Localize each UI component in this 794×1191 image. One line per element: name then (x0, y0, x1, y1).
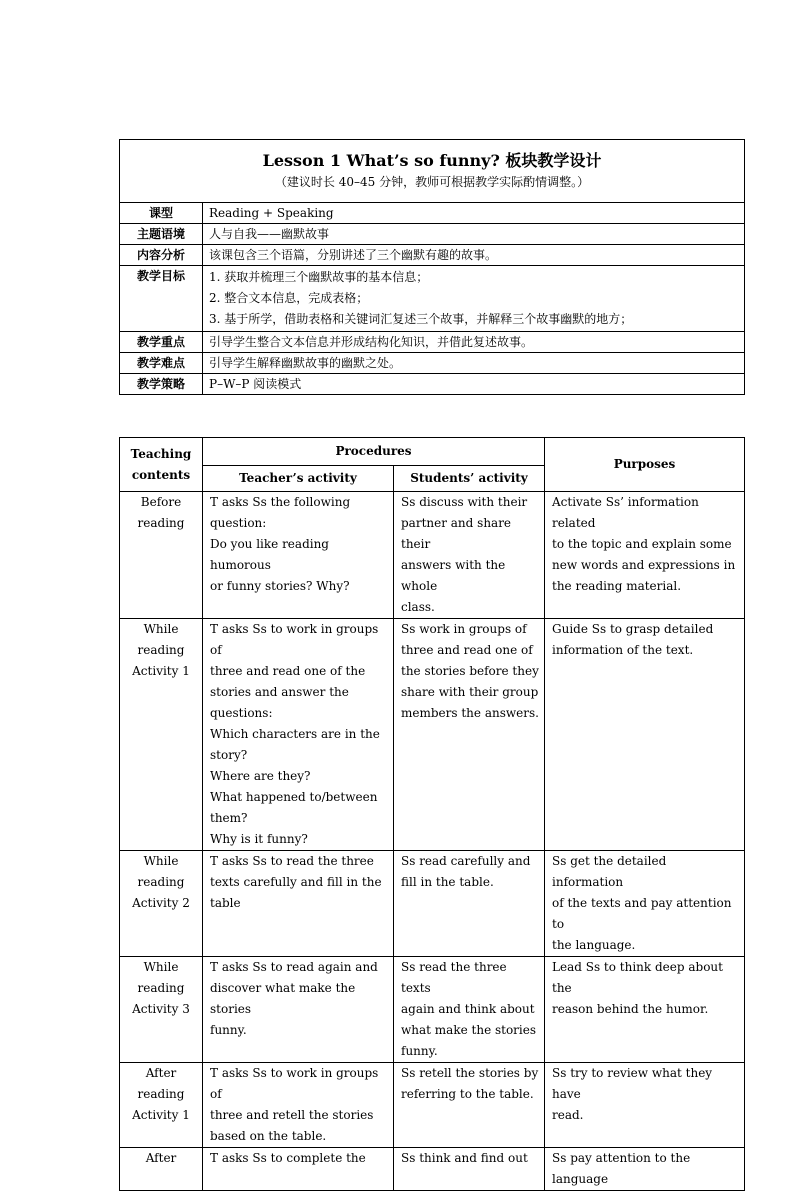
info-row-strategy (120, 374, 745, 395)
cell-line: Lead Ss to think deep about the (552, 960, 723, 995)
title-cell (120, 140, 745, 203)
cell-line: share with their group (401, 685, 539, 699)
students-activity-cell (394, 619, 545, 851)
cell-line: them? (210, 811, 248, 825)
cell-line: Before (140, 495, 182, 509)
info-row-type (120, 203, 745, 224)
students-activity-cell (394, 492, 545, 619)
header-teacher-activity: Teacher’s activity (203, 466, 394, 492)
info-row-goals (120, 266, 745, 332)
cell-line: what make the stories (401, 1023, 537, 1037)
cell-line: Activity 1 (132, 1108, 190, 1122)
cell-line: T asks Ss to complete the (210, 1151, 366, 1165)
cell-line: three and read one of the (210, 664, 366, 678)
purpose-cell (545, 851, 745, 957)
teacher-activity-cell (203, 851, 394, 957)
header-text: Teaching (130, 446, 192, 461)
cell-line: fill in the table. (401, 875, 494, 889)
cell-line: While (143, 854, 179, 868)
cell-line: stories and answer the (210, 685, 349, 699)
cell-line: Why is it funny? (210, 832, 308, 846)
table-row (120, 1063, 745, 1148)
info-label: 主题语境 (120, 224, 203, 245)
cell-line: T asks Ss the following (210, 495, 351, 509)
lesson-title: Lesson 1 What’s so funny? 板块教学设计 (262, 151, 602, 170)
info-value: 该课包含三个语篇，分别讲述了三个幽默有趣的故事。 (203, 245, 745, 266)
cell-line: T asks Ss to read again and (210, 960, 378, 974)
info-label: 教学策略 (120, 374, 203, 395)
cell-line: funny. (210, 1023, 247, 1037)
info-value: 引导学生解释幽默故事的幽默之处。 (203, 353, 745, 374)
teacher-activity-cell (203, 957, 394, 1063)
info-row-key-points (120, 332, 745, 353)
cell-line: funny. (401, 1044, 438, 1058)
cell-line: reading (137, 516, 185, 530)
table-row (120, 492, 745, 619)
cell-line: Ss read carefully and (401, 854, 531, 868)
stage-cell (120, 492, 203, 619)
cell-line: reading (137, 875, 185, 889)
stage-cell (120, 1148, 203, 1191)
teacher-activity-cell (203, 619, 394, 851)
students-activity-cell (394, 1063, 545, 1148)
info-label: 教学难点 (120, 353, 203, 374)
goal-item: 3. 基于所学，借助表格和关键词汇复述三个故事，并解释三个故事幽默的地方； (209, 312, 633, 326)
cell-line: the stories before they (401, 664, 539, 678)
cell-line: reading (137, 1087, 185, 1101)
cell-line: Ss read the three texts (401, 960, 507, 995)
cell-line: reading (137, 643, 185, 657)
header-row (120, 438, 745, 466)
cell-line: Ss try to review what they have (552, 1066, 713, 1101)
cell-line: T asks Ss to work in groups of (210, 622, 379, 657)
cell-line: Guide Ss to grasp detailed (552, 622, 714, 636)
purpose-cell (545, 957, 745, 1063)
table-row (120, 851, 745, 957)
info-value: P–W–P 阅读模式 (203, 374, 745, 395)
cell-line: members the answers. (401, 706, 539, 720)
cell-line: reason behind the humor. (552, 1002, 709, 1016)
info-value: 引导学生整合文本信息并形成结构化知识，并借此复述故事。 (203, 332, 745, 353)
header-purposes: Purposes (545, 438, 745, 492)
goals-list (203, 266, 745, 332)
cell-line: discover what make the stories (210, 981, 356, 1016)
lesson-info-table (119, 139, 745, 395)
cell-line: question: (210, 516, 267, 530)
cell-line: new words and expressions in (552, 558, 736, 572)
cell-line: Ss retell the stories by (401, 1066, 539, 1080)
lesson-duration-note: （建议时长 40–45 分钟，教师可根据教学实际酌情调整。） (274, 175, 590, 189)
students-activity-cell (394, 957, 545, 1063)
stage-cell (120, 1063, 203, 1148)
teacher-activity-cell (203, 492, 394, 619)
cell-line: the reading material. (552, 579, 682, 593)
cell-line: Activate Ss’ information related (552, 495, 699, 530)
header-text: contents (131, 467, 191, 482)
cell-line: While (143, 622, 179, 636)
cell-line: Ss think and find out (401, 1151, 528, 1165)
cell-line: Activity 2 (132, 896, 190, 910)
cell-line: of the texts and pay attention to (552, 896, 732, 931)
cell-line: information of the text. (552, 643, 694, 657)
cell-line: Ss discuss with their (401, 495, 528, 509)
header-teaching-contents (120, 438, 203, 492)
purpose-cell (545, 1148, 745, 1191)
info-value: Reading + Speaking (203, 203, 745, 224)
cell-line: or funny stories? Why? (210, 579, 350, 593)
info-row-theme (120, 224, 745, 245)
cell-line: read. (552, 1108, 584, 1122)
cell-line: three and retell the stories (210, 1108, 374, 1122)
cell-line: story? (210, 748, 248, 762)
cell-line: again and think about (401, 1002, 535, 1016)
info-label: 课型 (120, 203, 203, 224)
info-label: 教学目标 (120, 266, 203, 332)
cell-line: T asks Ss to work in groups of (210, 1066, 379, 1101)
students-activity-cell (394, 851, 545, 957)
cell-line: referring to the table. (401, 1087, 534, 1101)
info-label: 内容分析 (120, 245, 203, 266)
info-row-difficulties (120, 353, 745, 374)
title-row (120, 140, 745, 203)
info-label: 教学重点 (120, 332, 203, 353)
cell-line: Activity 1 (132, 664, 190, 678)
cell-line: After (145, 1066, 177, 1080)
stage-cell (120, 957, 203, 1063)
procedures-table (119, 437, 745, 1191)
cell-line: Where are they? (210, 769, 311, 783)
cell-line: While (143, 960, 179, 974)
cell-line: Activity 3 (132, 1002, 190, 1016)
students-activity-cell (394, 1148, 545, 1191)
cell-line: table (210, 896, 241, 910)
cell-line: What happened to/between (210, 790, 378, 804)
table-row (120, 1148, 745, 1191)
header-students-activity: Students’ activity (394, 466, 545, 492)
cell-line: Ss pay attention to the language (552, 1151, 691, 1186)
teacher-activity-cell (203, 1063, 394, 1148)
goal-item: 1. 获取并梳理三个幽默故事的基本信息； (209, 270, 429, 284)
stage-cell (120, 619, 203, 851)
cell-line: Ss work in groups of (401, 622, 527, 636)
cell-line: reading (137, 981, 185, 995)
cell-line: to the topic and explain some (552, 537, 732, 551)
procedures-body (120, 492, 745, 1191)
cell-line: questions: (210, 706, 273, 720)
cell-line: After (145, 1151, 177, 1165)
goal-item: 2. 整合文本信息，完成表格； (209, 291, 369, 305)
cell-line: Do you like reading humorous (210, 537, 329, 572)
purpose-cell (545, 492, 745, 619)
info-value: 人与自我——幽默故事 (203, 224, 745, 245)
table-row (120, 957, 745, 1063)
teacher-activity-cell (203, 1148, 394, 1191)
cell-line: class. (401, 600, 435, 614)
cell-line: the language. (552, 938, 636, 952)
purpose-cell (545, 1063, 745, 1148)
cell-line: partner and share their (401, 516, 512, 551)
cell-line: Which characters are in the (210, 727, 380, 741)
purpose-cell (545, 619, 745, 851)
cell-line: Ss get the detailed information (552, 854, 667, 889)
info-row-content (120, 245, 745, 266)
cell-line: answers with the whole (401, 558, 506, 593)
header-procedures: Procedures (203, 438, 545, 466)
cell-line: T asks Ss to read the three (210, 854, 374, 868)
cell-line: three and read one of (401, 643, 533, 657)
cell-line: texts carefully and fill in the (210, 875, 382, 889)
table-row (120, 619, 745, 851)
stage-cell (120, 851, 203, 957)
cell-line: based on the table. (210, 1129, 327, 1143)
